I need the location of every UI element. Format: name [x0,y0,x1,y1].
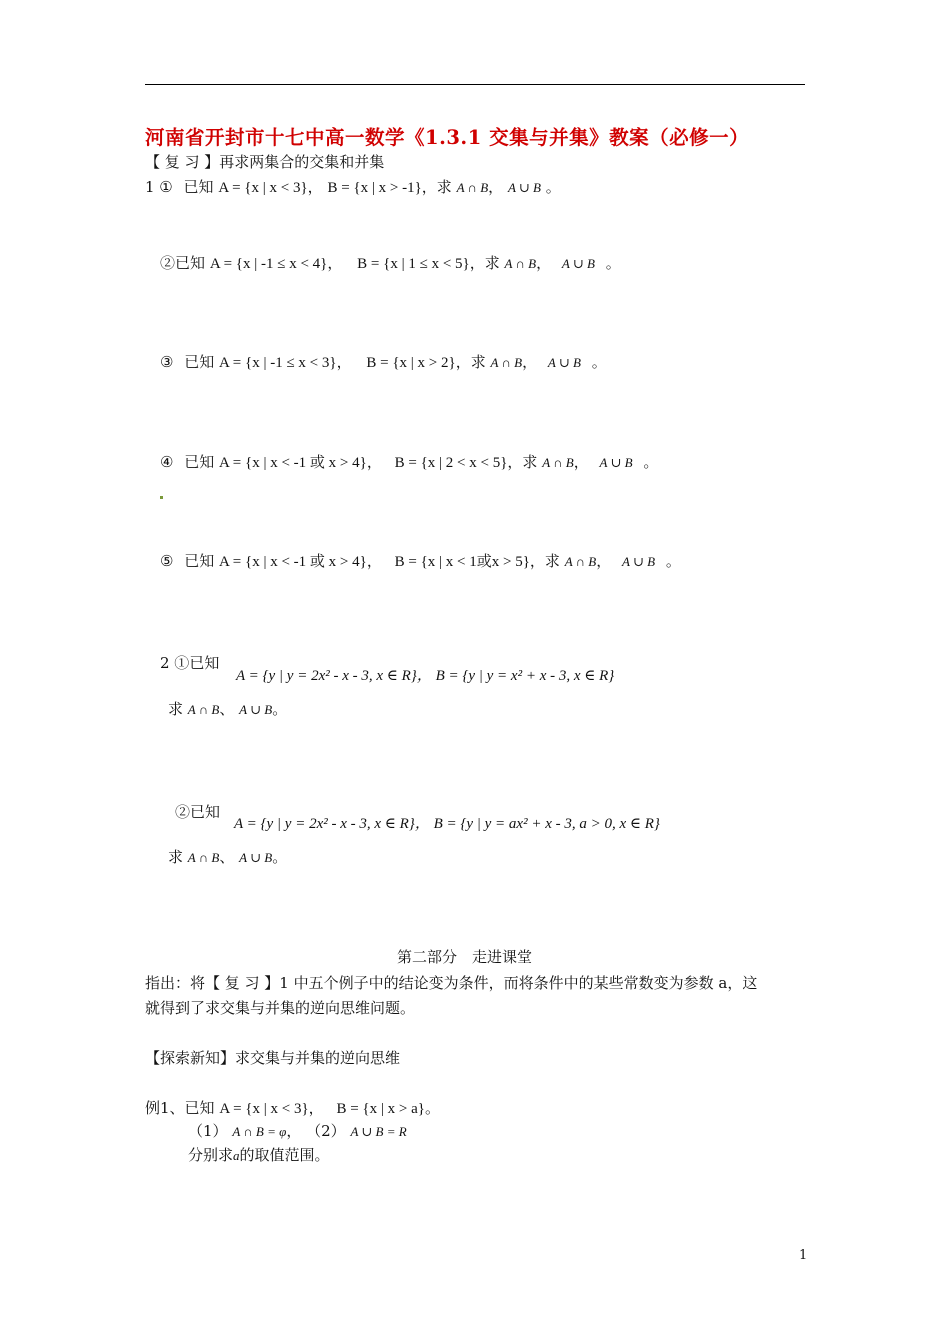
set-b: B = {x | x < 1或x > 5} [394,554,530,570]
q2-item2-ask [168,846,287,867]
known-label: 已知 [184,353,215,371]
separator: ， [416,668,432,684]
set-b: B = {y | y = ax² + x - 3, a > 0, x ∈ R} [433,816,660,832]
set-a: A = {x | x < -1 或 x > 4} [219,455,367,471]
pointer-line-2: 就得到了求交集与并集的逆向思维问题。 [145,999,416,1017]
cond2-label: （2） [306,1122,346,1140]
end-mark: 。 [424,1099,440,1117]
set-a: A = {x | x < 3} [219,1101,309,1117]
item-number: ⑤ [160,552,174,570]
known-label: 已知 [184,453,215,471]
q1-item5 [160,550,681,571]
separator: ， [366,453,382,471]
comma: ， [596,552,612,570]
union: A ∪ B [507,180,541,195]
comma: ， [536,254,552,272]
intersection: A ∩ B [456,180,489,195]
separator: ， [336,353,352,371]
cond-sep: ， [286,1122,302,1140]
set-b: B = {x | x > 2} [366,355,456,371]
set-b: B = {y | y = x² + x - 3, x ∈ R} [435,668,615,684]
example1-conditions [188,1120,407,1141]
intersection: A ∩ B [542,455,574,470]
ask-label: ，求 [469,254,500,272]
item-number: ② [175,803,191,821]
mid-mark: 、 [219,848,235,866]
explore-heading: 【探索新知】求交集与并集的逆向思维 [145,1049,401,1067]
union: A ∪ B [561,256,595,271]
set-a: A = {x | x < -1 或 x > 4} [219,554,367,570]
known-label: 已知 [190,803,221,821]
union: A ∪ B [239,850,273,865]
part2-heading: 第二部分 走进课堂 [397,948,533,966]
union: A ∪ B [239,702,273,717]
ask-label: 求 [168,700,184,718]
separator: ， [327,254,343,272]
intersection: A ∩ B [564,554,597,569]
q1-item4 [160,451,658,472]
separator: ， [414,816,430,832]
known-label: 已知 [189,654,220,672]
q1-item3 [160,351,607,372]
end-mark: 。 [272,700,288,718]
comma: ， [488,178,504,196]
page-number: 1 [799,1248,808,1263]
intersection: A ∩ B [187,850,220,865]
set-b: B = {x | x > a} [336,1101,425,1117]
q1-item2 [160,252,621,273]
union: A ∪ B [599,455,633,470]
q2-item1-ask [168,698,287,719]
q2-number-line [160,652,219,673]
review-heading: 【 复 习 】再求两集合的交集和并集 [145,153,385,171]
example-label: 例1、已知 [145,1099,215,1117]
end-mark: 。 [272,848,288,866]
end-mark: 。 [605,254,621,272]
set-a: A = {x | x < 3} [218,180,308,196]
set-a: A = {y | y = 2x² - x - 3, x ∈ R} [236,668,417,684]
known-label: 已知 [175,254,206,272]
known-label: 已知 [183,178,214,196]
end-mark: 。 [545,178,561,196]
q2-item2-sets [234,812,660,833]
separator: ， [308,1099,324,1117]
document-title: 河南省开封市十七中高一数学《1.3.1 交集与并集》教案（必修一） [145,126,750,149]
q1-item1 [145,176,561,197]
ask-pre: 分别求 [188,1146,234,1164]
cond2: A ∪ B = R [350,1124,407,1139]
set-a: A = {y | y = 2x² - x - 3, x ∈ R} [234,816,415,832]
item-number: ④ [160,453,174,471]
set-b: B = {x | 2 < x < 5} [394,455,508,471]
comma: ， [573,453,589,471]
intersection: A ∩ B [504,256,537,271]
separator: ， [307,178,323,196]
q1-number: 1 ① [145,178,173,196]
ask-label: ，求 [529,552,560,570]
example1-ask [188,1144,330,1165]
ask-label: ，求 [455,353,486,371]
ask-var: a [233,1148,240,1163]
stray-dot [160,496,163,499]
set-a: A = {x | -1 ≤ x < 4} [209,256,328,272]
ask-label: 求 [168,848,184,866]
q2-item1-sets [236,664,614,685]
top-rule [145,84,805,85]
q2-item2-label [175,801,220,822]
ask-label: ，求 [507,453,538,471]
union: A ∪ B [622,554,656,569]
q2-number: 2 ① [160,654,190,672]
ask-post: 的取值范围。 [239,1146,330,1164]
item-number: ③ [160,353,174,371]
cond1-label: （1） [188,1122,228,1140]
comma: ， [522,353,538,371]
end-mark: 。 [643,453,659,471]
union: A ∪ B [547,355,581,370]
set-b: B = {x | x > -1} [327,180,422,196]
pointer-line-1: 指出：将【 复 习 】1 中五个例子中的结论变为条件，而将条件中的某些常数变为参数 a，这 [145,974,758,992]
intersection: A ∩ B [490,355,523,370]
end-mark: 。 [591,353,607,371]
mid-mark: 、 [219,700,235,718]
separator: ， [366,552,382,570]
intersection: A ∩ B [187,702,220,717]
cond1: A ∩ B = φ [232,1124,287,1139]
example1-line [145,1097,440,1118]
set-b: B = {x | 1 ≤ x < 5} [357,256,470,272]
known-label: 已知 [184,552,215,570]
set-a: A = {x | -1 ≤ x < 3} [219,355,337,371]
item-number: ② [160,254,176,272]
end-mark: 。 [665,552,681,570]
ask-label: ，求 [421,178,452,196]
